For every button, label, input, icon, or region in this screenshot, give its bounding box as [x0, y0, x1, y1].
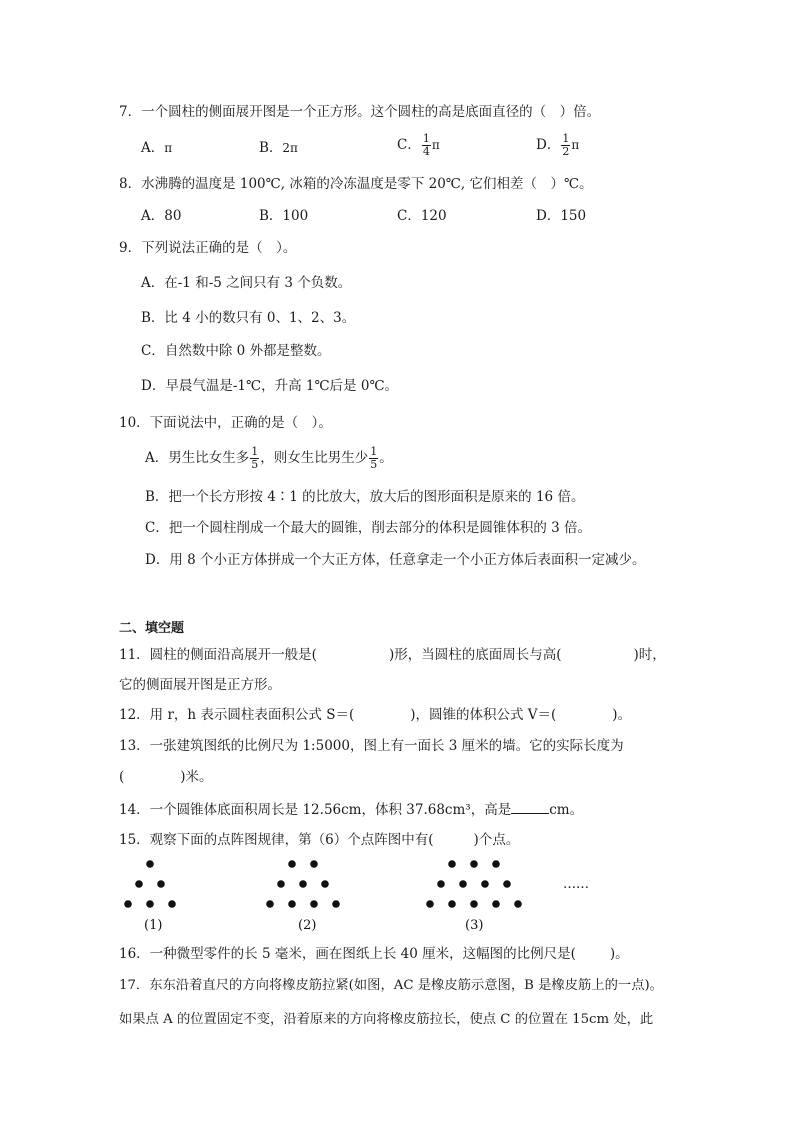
q17-line-2: 如果点 A 的位置固定不变，沿着原来的方向将橡皮筋拉长，使点 C 的位置在 15cm 处，此 [119, 1012, 654, 1027]
q10-option-d: D．用 8 个小正方体拼成一个大正方体，任意拿走一个小正方体后表面积一定减少。 [145, 552, 646, 568]
section-title-fill-in: 二、填空题 [119, 621, 185, 636]
q9-option-c: C．自然数中除 0 外都是整数。 [141, 343, 331, 359]
q8-stem: 8．水沸腾的温度是 100℃, 冰箱的冷冻温度是零下 20℃, 它们相差（ ）℃。 [119, 176, 593, 192]
q7-option-c-fraction [422, 133, 431, 158]
q8-option-d: D．150 [536, 208, 587, 224]
q7-option-b-value: 2π [282, 141, 298, 155]
q10-option-a-fraction-1 [250, 446, 259, 471]
q11-part-2: )形，当圆柱的底面周长与高( [388, 647, 562, 663]
q13-line-1: 13．一张建筑图纸的比例尺为 1:5000，图上有一面长 3 厘米的墙。它的实际长度为 [119, 738, 624, 754]
q15-part-1: 15．观察下面的点阵图规律，第（6）个点阵图中有( [119, 832, 434, 848]
fraction-numerator: 1 [562, 132, 570, 145]
q7-option-b [259, 138, 298, 158]
q7-option-d-suffix: π [571, 138, 580, 152]
q16-line [119, 944, 629, 964]
q11-line-2: 它的侧面展开图是正方形。 [119, 677, 281, 693]
q9-stem: 9．下列说法正确的是（ ）。 [119, 240, 297, 256]
q12-part-2: )，圆锥的体积公式 V＝( [410, 707, 557, 723]
dot-pattern-1 [124, 860, 176, 908]
q7-option-c-suffix: π [431, 138, 440, 152]
q10-option-a-fraction-2 [369, 446, 378, 471]
q10-option-b: B．把一个长方形按 4∶1 的比放大，放大后的图形面积是原来的 16 倍。 [145, 489, 585, 505]
pattern-ellipsis: …… [563, 877, 589, 892]
q7-option-a-value: π [164, 141, 173, 155]
pattern-label-2: (2) [298, 918, 317, 932]
dot-pattern-2 [266, 860, 340, 908]
q10-stem: 10．下面说法中，正确的是（ ）。 [119, 415, 332, 431]
q12-part-1: 12．用 r，h 表示圆柱表面积公式 S＝( [119, 707, 355, 723]
q7-option-c [397, 133, 440, 158]
q10-option-a-pre: A．男生比女生多 [145, 450, 250, 466]
q14-blank[interactable] [511, 799, 549, 814]
fraction-denominator: 5 [251, 458, 259, 471]
q16-part-2: )。 [609, 946, 629, 962]
q8-option-a: A．80 [141, 208, 182, 224]
q7-option-d-label: D． [536, 137, 561, 153]
q7-option-a-label: A． [141, 140, 165, 156]
q8-option-b: B．100 [259, 208, 309, 224]
q13-part-1: ( [119, 769, 125, 785]
fraction-denominator: 4 [422, 145, 430, 158]
q9-option-d: D．早晨气温是-1℃，升高 1℃后是 0℃。 [141, 378, 399, 394]
q8-option-c: C．120 [397, 208, 447, 224]
q14-line [119, 799, 583, 820]
q10-option-c: C．把一个圆柱削成一个最大的圆锥，削去部分的体积是圆锥体积的 3 倍。 [145, 520, 592, 536]
q13-part-2: )米。 [180, 769, 213, 785]
dot-pattern-figure [0, 852, 794, 932]
q15-line [119, 830, 519, 850]
q7-option-b-label: B． [259, 140, 283, 156]
q13-line-2 [119, 767, 213, 787]
q12-part-3: )。 [612, 707, 632, 723]
q7-option-c-label: C． [397, 137, 421, 153]
q11-part-3: )时， [633, 647, 666, 663]
q7-option-a [141, 138, 172, 158]
q10-option-a-mid: ，则女生比男生少 [260, 450, 369, 466]
q7-option-d-fraction [561, 133, 570, 158]
q10-option-a-end: 。 [379, 450, 393, 466]
q9-option-a: A．在-1 和-5 之间只有 3 个负数。 [141, 275, 352, 291]
fraction-numerator: 1 [370, 445, 378, 458]
fraction-numerator: 1 [422, 132, 430, 145]
fraction-denominator: 5 [370, 458, 378, 471]
q9-option-b: B．比 4 小的数只有 0、1、2、3。 [141, 310, 356, 326]
q14-part-1: 14．一个圆锥体底面积周长是 12.56cm，体积 37.68cm³，高是 [119, 802, 512, 818]
q7-stem: 7．一个圆柱的侧面展开图是一个正方形。这个圆柱的高是底面直径的（ ）倍。 [119, 104, 601, 120]
q16-part-1: 16．一种微型零件的长 5 毫米，画在图纸上长 40 厘米，这幅图的比例尺是( [119, 946, 576, 962]
dot-pattern-3 [426, 860, 522, 908]
fraction-numerator: 1 [251, 445, 259, 458]
fraction-denominator: 2 [562, 145, 570, 158]
pattern-label-3: (3) [465, 918, 484, 932]
q11-line-1 [119, 645, 666, 665]
q14-part-2: cm。 [549, 802, 584, 818]
q15-part-2: )个点。 [473, 832, 520, 848]
q11-part-1: 11．圆柱的侧面沿高展开一般是( [119, 647, 317, 663]
q12-line [119, 705, 631, 725]
q7-option-d [536, 133, 579, 158]
q17-line-1: 17．东东沿着直尺的方向将橡皮筋拉紧(如图，AC 是橡皮筋示意图，B 是橡皮筋上的一点)。 [119, 978, 663, 993]
pattern-label-1: (1) [144, 918, 163, 932]
q10-option-a [145, 446, 393, 471]
